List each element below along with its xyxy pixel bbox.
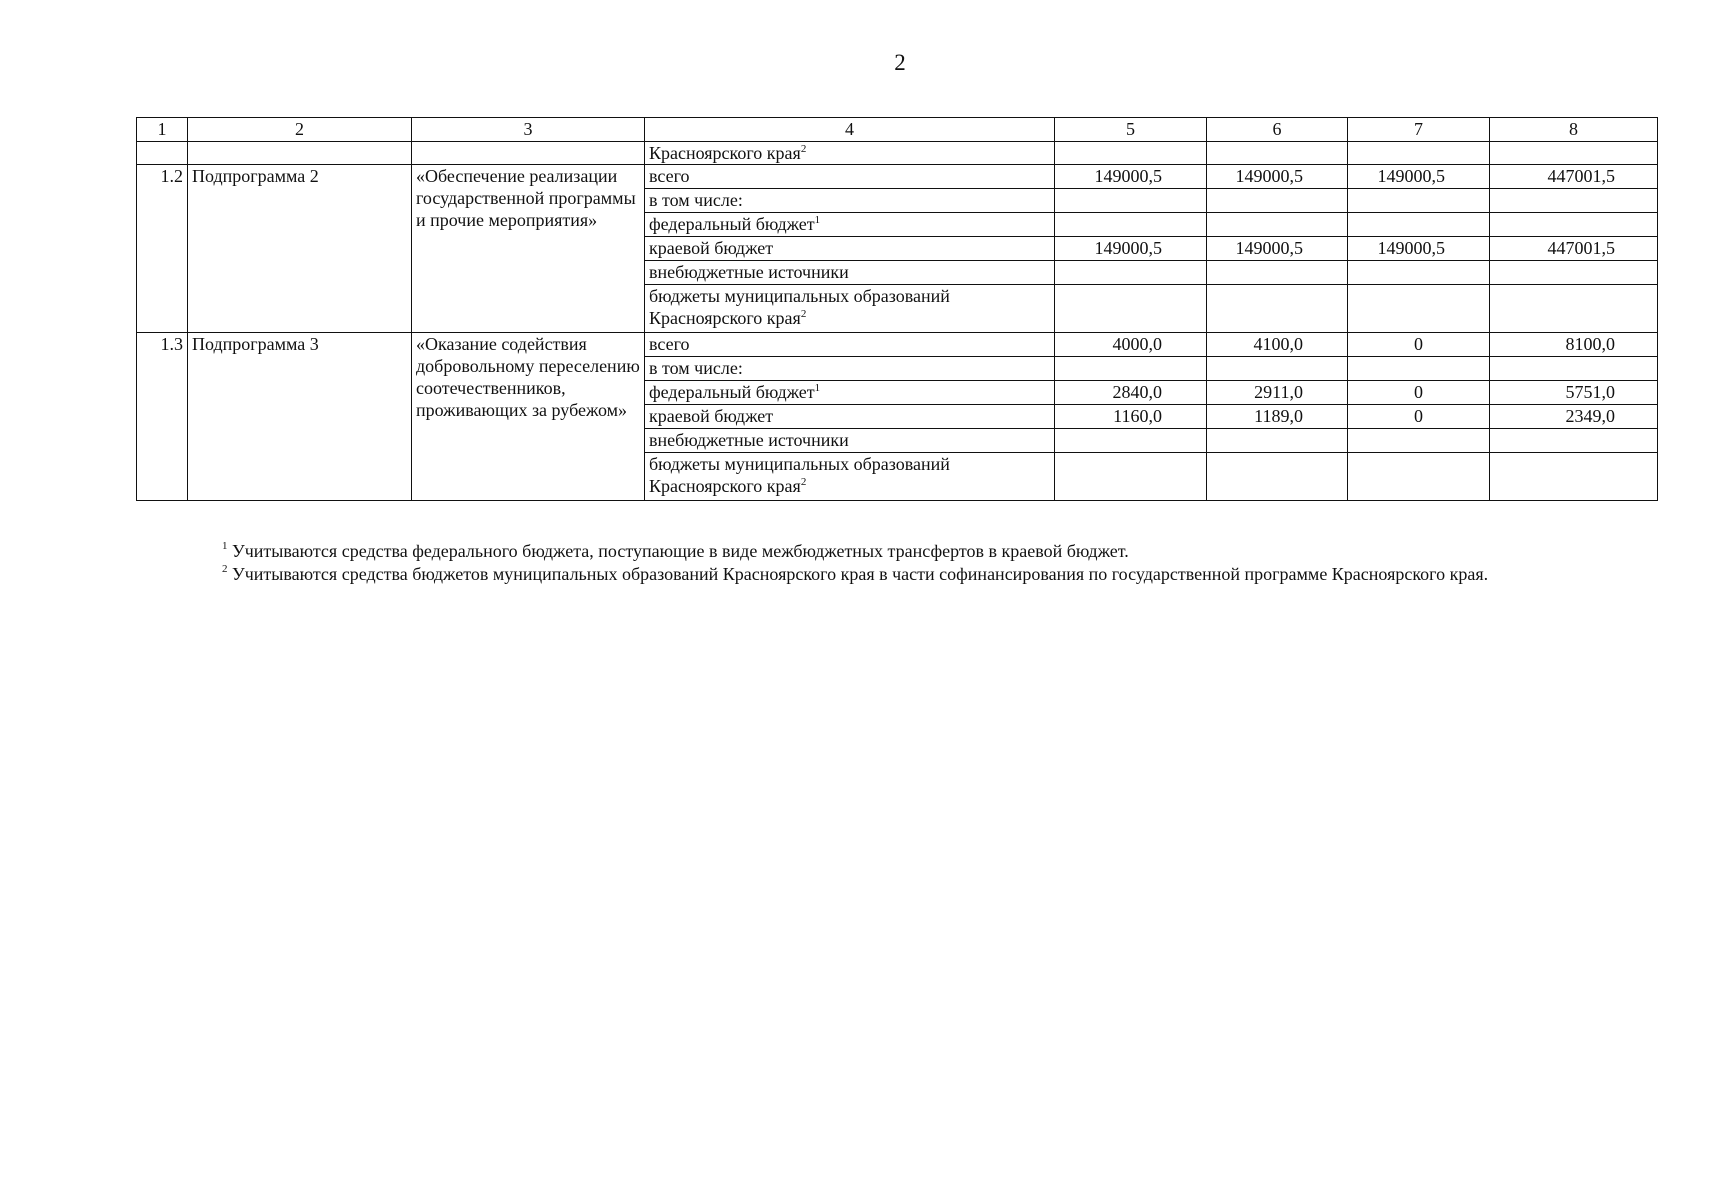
funding-source-label: краевой бюджет (645, 237, 1055, 261)
value-cell (1055, 285, 1207, 333)
value-cell (1207, 429, 1348, 453)
value-cell: 149000,5 (1207, 165, 1348, 189)
value-cell: 0 (1348, 333, 1490, 357)
table-sections (137, 165, 1658, 501)
value-cell: 2911,0 (1207, 381, 1348, 405)
funding-source-label: всего (645, 165, 1055, 189)
footnote-ref: 2 (800, 143, 807, 155)
section-title: «Обеспечение реализации государственной программы и прочие мероприятия» (412, 165, 645, 333)
table-row (137, 333, 1658, 357)
value-cell (1348, 429, 1490, 453)
value-cell (1055, 261, 1207, 285)
value-cell: 1189,0 (1207, 405, 1348, 429)
footnote-2: $^2$ Учитываются средства бюджетов муниципальных образований Красноярского края в части софинансирования по государственной программе Красноярского края. (222, 563, 1489, 584)
column-number: 1 (137, 118, 188, 142)
section-code: 1.2 (137, 165, 188, 333)
value-cell (1490, 357, 1658, 381)
value-cell (1348, 453, 1490, 501)
value-cell: 8100,0 (1490, 333, 1658, 357)
section-code: 1.3 (137, 333, 188, 501)
value-cell: 149000,5 (1348, 165, 1490, 189)
column-number: 3 (412, 118, 645, 142)
funding-source-label: в том числе: (645, 189, 1055, 213)
value-cell (1207, 357, 1348, 381)
value-cell: 149000,5 (1207, 237, 1348, 261)
value-cell (1490, 213, 1658, 237)
value-cell (1207, 213, 1348, 237)
footnote-ref: 1 (814, 382, 821, 394)
column-number: 7 (1348, 118, 1490, 142)
funding-source-label: федеральный бюджет$^1$ (645, 381, 1055, 405)
table-row (137, 142, 1658, 165)
section-title: «Оказание содействия добровольному переселению соотечественников, проживающих за рубежом» (412, 333, 645, 501)
funding-source-label: федеральный бюджет$^1$ (645, 213, 1055, 237)
value-cell: 5751,0 (1490, 381, 1658, 405)
value-cell (1348, 261, 1490, 285)
value-cell (1055, 429, 1207, 453)
section-name: Подпрограмма 3 (188, 333, 412, 501)
value-cell (1055, 189, 1207, 213)
value-cell (1207, 453, 1348, 501)
column-number: 4 (645, 118, 1055, 142)
footnote-1: $^1$ Учитываются средства федерального бюджета, поступающие в виде межбюджетных трансфертов в краевой бюджет. (222, 540, 1129, 561)
value-cell: 4100,0 (1207, 333, 1348, 357)
page-number: 2 (894, 50, 906, 75)
value-cell (1490, 261, 1658, 285)
value-cell (1207, 285, 1348, 333)
column-number: 5 (1055, 118, 1207, 142)
funding-source-label: внебюджетные источники (645, 261, 1055, 285)
column-number: 6 (1207, 118, 1348, 142)
column-number: 8 (1490, 118, 1658, 142)
value-cell (1055, 357, 1207, 381)
value-cell (1207, 189, 1348, 213)
funding-source-label: бюджеты муниципальных образований Красноярского края$^2$ (645, 453, 1055, 501)
value-cell: 149000,5 (1348, 237, 1490, 261)
budget-table (136, 117, 1658, 501)
value-cell (1055, 453, 1207, 501)
value-cell (1207, 261, 1348, 285)
value-cell (1490, 429, 1658, 453)
value-cell (1490, 453, 1658, 501)
column-number: 2 (188, 118, 412, 142)
funding-source-label: краевой бюджет (645, 405, 1055, 429)
footnotes (150, 540, 1650, 586)
funding-source-label: внебюджетные источники (645, 429, 1055, 453)
value-cell: 2840,0 (1055, 381, 1207, 405)
value-cell: 2349,0 (1490, 405, 1658, 429)
value-cell: 447001,5 (1490, 165, 1658, 189)
value-cell (1055, 213, 1207, 237)
carry-row-label: Красноярского края$^2$ (645, 142, 1055, 165)
value-cell (1348, 357, 1490, 381)
footnote-ref: 2 (800, 308, 807, 320)
value-cell (1490, 189, 1658, 213)
table-header-row (137, 118, 1658, 142)
table-row (137, 165, 1658, 189)
value-cell (1490, 285, 1658, 333)
value-cell: 149000,5 (1055, 237, 1207, 261)
value-cell (1348, 213, 1490, 237)
value-cell: 1160,0 (1055, 405, 1207, 429)
funding-source-label: в том числе: (645, 357, 1055, 381)
funding-source-label: всего (645, 333, 1055, 357)
value-cell: 4000,0 (1055, 333, 1207, 357)
value-cell (1348, 189, 1490, 213)
footnote-ref: 2 (800, 476, 807, 488)
value-cell: 149000,5 (1055, 165, 1207, 189)
value-cell: 447001,5 (1490, 237, 1658, 261)
funding-source-label: бюджеты муниципальных образований Красноярского края$^2$ (645, 285, 1055, 333)
value-cell: 0 (1348, 405, 1490, 429)
footnote-ref: 1 (814, 214, 821, 226)
section-name: Подпрограмма 2 (188, 165, 412, 333)
value-cell: 0 (1348, 381, 1490, 405)
value-cell (1348, 285, 1490, 333)
